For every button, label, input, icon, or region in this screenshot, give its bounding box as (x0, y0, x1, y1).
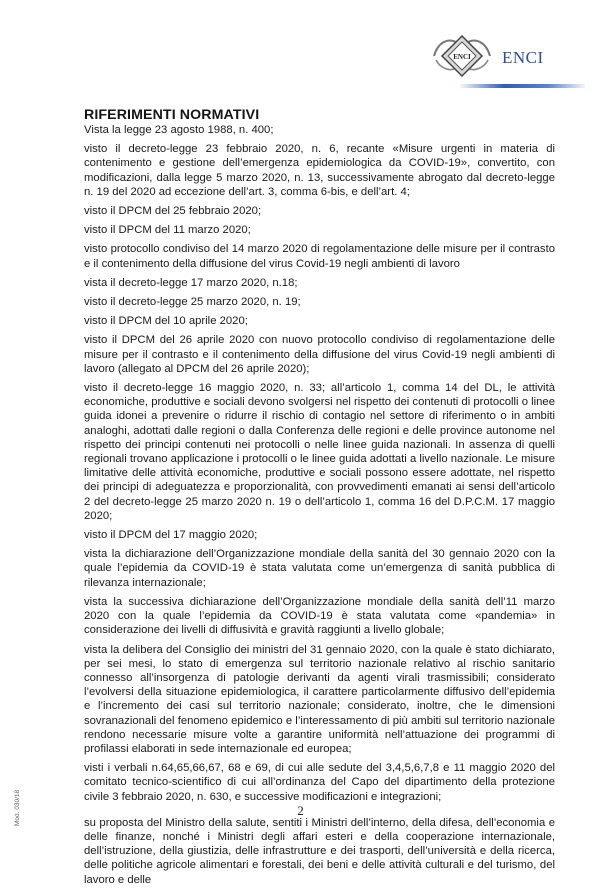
paragraph: visto il DPCM del 25 febbraio 2020; (84, 205, 262, 218)
paragraph: visto il DPCM del 10 aprile 2020; (84, 315, 248, 328)
paragraph: visti i verbali n.64,65,66,67, 68 e 69, di cui alle sedute del 3,4,5,6,7,8 e 11 maggio 2020 del comitato tecnico-scientifico di cui all’ordinanza del Capo del dipartimento della protezione civile 3 febbraio 2020, n. 630, e successive modificazioni e integrazioni; (84, 762, 555, 803)
section-title: RIFERIMENTI NORMATIVI (84, 107, 260, 123)
form-code: Mod. 030/18 (14, 789, 21, 826)
paragraph: visto il decreto-legge 25 marzo 2020, n. 19; (84, 296, 301, 309)
paragraph: visto protocollo condiviso del 14 marzo 2020 di regolamentazione delle misure per il contrasto e il contenimento della diffusione del virus Covid-19 negli ambienti di lavoro (84, 243, 555, 270)
logo-underline (460, 84, 585, 88)
paragraph: visto il DPCM del 17 maggio 2020; (84, 529, 258, 542)
enci-logo (430, 28, 580, 90)
paragraph: Vista la legge 23 agosto 1988, n. 400; (84, 124, 274, 136)
enci-emblem-icon (430, 28, 494, 78)
paragraph: vista la successiva dichiarazione dell’Organizzazione mondiale della sanità dell’11 marzo 2020 con la quale l’epidemia da COVID-19 è stata valutata come «pandemia» in considerazione dei livelli di diffusività e gravità raggiunti a livello globale; (84, 595, 555, 637)
svg-text:ENCI: ENCI (453, 53, 471, 61)
paragraph: su proposta del Ministro della salute, sentiti i Ministri dell’interno, della difesa, dell’economia e delle finanze, nonché i Ministri degli affari esteri e della cooperazione internazionale, dell’istruzione, della giustizia, delle infrastrutture e dei trasporti, dell’università e della ricerca, delle politiche agricole alimentari e forestali, dei beni e delle attività culturali e del turismo, del lavoro e delle (84, 816, 555, 886)
enci-logo-text: ENCI (502, 48, 544, 67)
paragraph: vista il decreto-legge 17 marzo 2020, n.18; (84, 276, 298, 289)
page-number: 2 (297, 803, 304, 818)
paragraph: vista la delibera del Consiglio dei ministri del 31 gennaio 2020, con la quale è stato dichiarato, per sei mesi, lo stato di emergenza sul territorio nazionale relativo al rischio sanitario connesso all’insorgenza di patologie derivanti da agenti virali trasmissibili; considerato l’evolversi della situazione epidemiologica, il carattere particolarmente diffusivo dell’epidemia e l’incremento dei casi sul territorio nazionale; considerato, inoltre, che le dimensioni sovranazionali del fenomeno epidemico e l’interessamento di più ambiti sul territorio nazionale rendono necessarie misure volte a garantire uniformità nell’attuazione dei programmi di profilassi elaborati in sede internazionale ed europea; (84, 643, 555, 755)
paragraph: visto il DPCM del 11 marzo 2020; (84, 224, 251, 237)
paragraph: visto il DPCM del 26 aprile 2020 con nuovo protocollo condiviso di regolamentazione delle misure per il contrasto e il contenimento della diffusione del virus Covid-19 negli ambienti di lavoro (allegato al DPCM del 26 aprile 2020); (84, 334, 555, 375)
paragraph: visto il decreto-legge 16 maggio 2020, n. 33; all’articolo 1, comma 14 del DL, le attività economiche, produttive e sociali devono svolgersi nel rispetto dei contenuti di protocolli o linee guida idonei a prevenire o ridurre il rischio di contagio nel settore di riferimento o in ambiti analoghi, adottati dalle regioni o dalla Conferenza delle regioni e delle province autonome nel rispetto dei principi contenuti nei protocolli o nelle linee guida nazionali. In assenza di quelli regionali trovano applicazione i protocolli o le linee guida adottati a livello nazionale. Le misure limitative delle attività economiche, produttive e sociali possono essere adottate, nel rispetto dei principi di adeguatezza e proporzionalità, con provvedimenti emanati ai sensi dell’articolo 2 del decreto-legge 25 marzo 2020 n. 19 o dell’articolo 1, comma 16 del D.P.C.M. 17 maggio 2020; (84, 382, 555, 522)
paragraph: vista la dichiarazione dell’Organizzazione mondiale della sanità del 30 gennaio 2020 con la quale l’epidemia da COVID-19 è stata valutata come un’emergenza di sanità pubblica di rilevanza internazionale; (84, 548, 555, 589)
document-body (84, 107, 555, 892)
paragraph: visto il decreto-legge 23 febbraio 2020, n. 6, recante «Misure urgenti in materia di contenimento e gestione dell’emergenza epidemiologica da COVID-19», convertito, con modificazioni, dalla legge 5 marzo 2020, n. 13, successivamente abrogato dal decreto-legge n. 19 del 2020 ad eccezione dell’art. 3, comma 6-bis, e dell’art. 4; (84, 143, 555, 198)
